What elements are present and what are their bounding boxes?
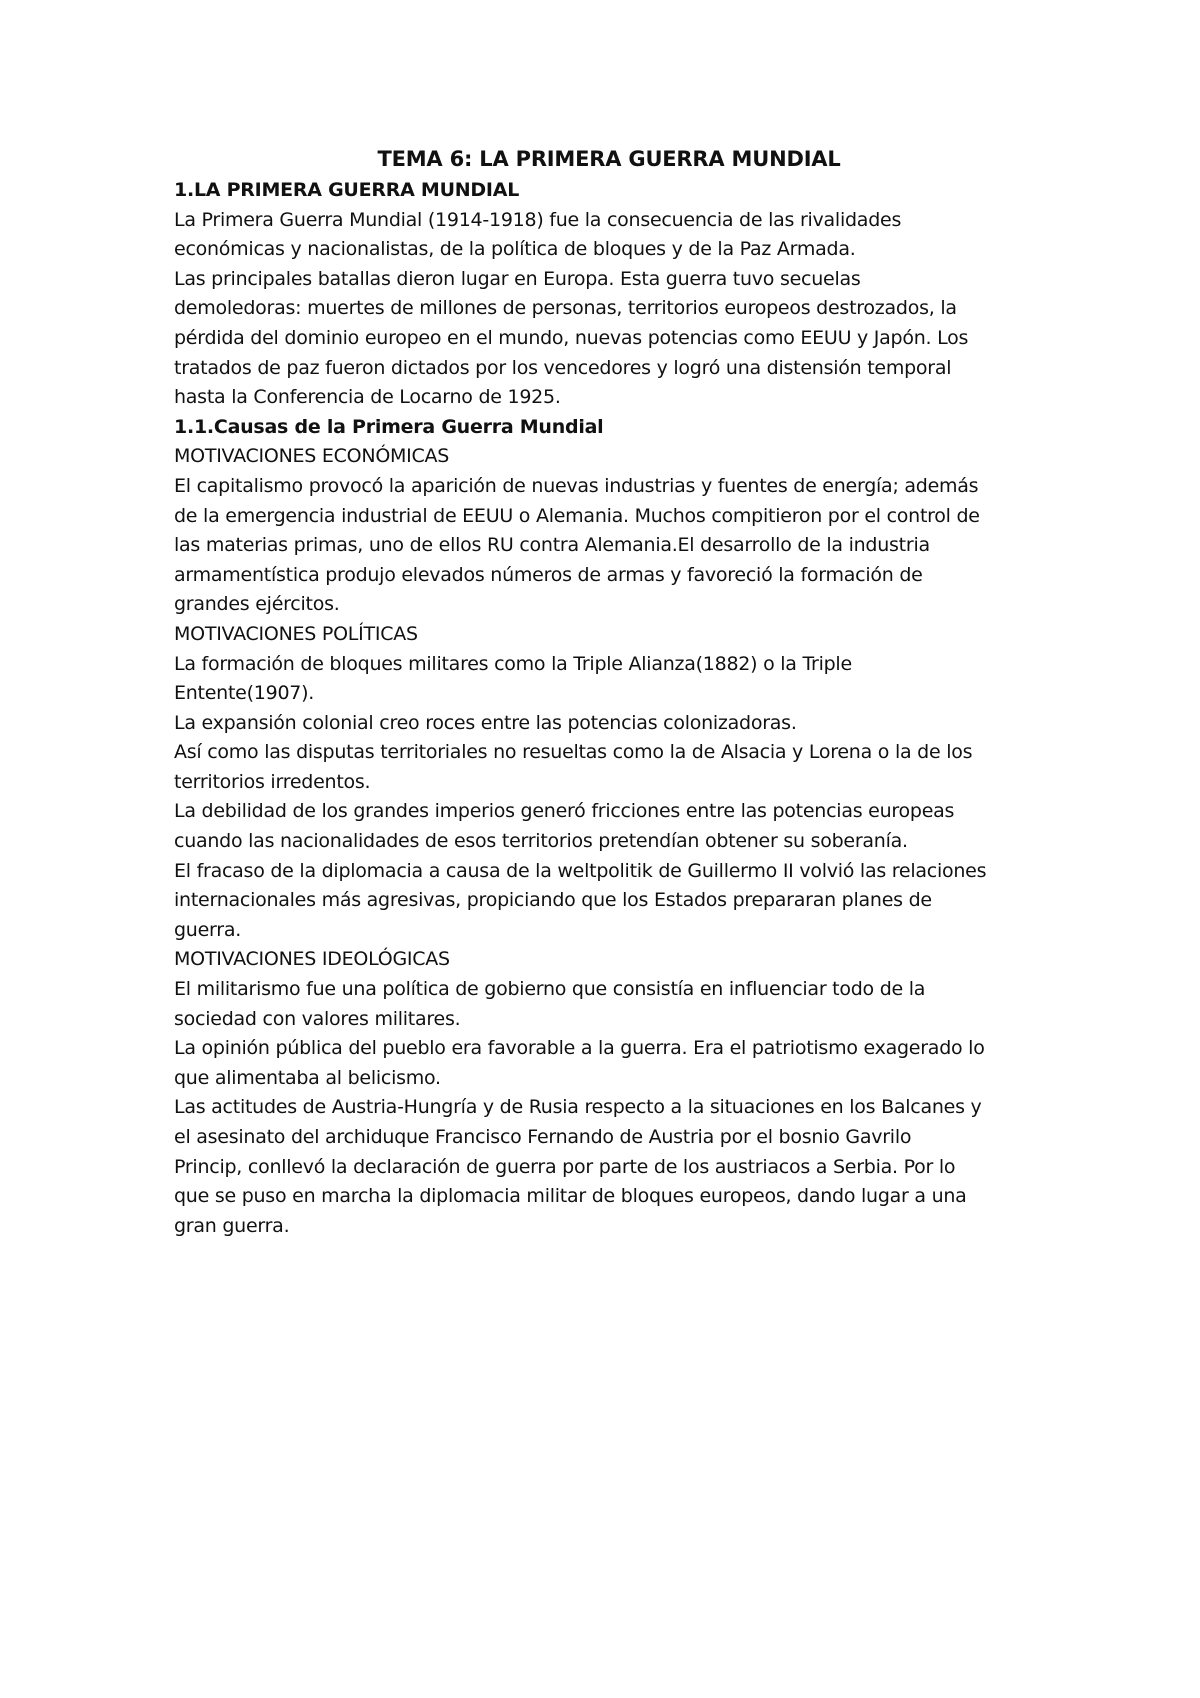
text-line: La expansión colonial creo roces entre las potencias colonizadoras. xyxy=(174,711,797,734)
text-line: que se puso en marcha la diplomacia militar de bloques europeos, dando lugar a una xyxy=(174,1185,967,1208)
text-line: de la emergencia industrial de EEUU o Alemania. Muchos compitieron por el control de xyxy=(174,504,980,527)
text-line: La debilidad de los grandes imperios generó fricciones entre las potencias europeas xyxy=(174,800,955,823)
text-line: Princip, conllevó la declaración de guerra por parte de los austriacos a Serbia. Por lo xyxy=(174,1155,956,1178)
text-line: tratados de paz fueron dictados por los vencedores y logró una distensión temporal xyxy=(174,356,952,379)
text-line: MOTIVACIONES IDEOLÓGICAS xyxy=(174,948,450,971)
text-line: grandes ejércitos. xyxy=(174,593,340,616)
text-line: que alimentaba al belicismo. xyxy=(174,1066,441,1089)
text-line: territorios irredentos. xyxy=(174,770,371,793)
text-line: Las actitudes de Austria-Hungría y de Rusia respecto a la situaciones en los Balcanes y xyxy=(174,1096,982,1119)
text-line: demoledoras: muertes de millones de personas, territorios europeos destrozados, la xyxy=(174,297,957,320)
section-heading: 1.LA PRIMERA GUERRA MUNDIAL xyxy=(174,179,520,201)
text-line: armamentística produjo elevados números de armas y favoreció la formación de xyxy=(174,563,923,586)
text-line: El capitalismo provocó la aparición de nuevas industrias y fuentes de energía; además xyxy=(174,474,979,497)
text-line: Las principales batallas dieron lugar en Europa. Esta guerra tuvo secuelas xyxy=(174,267,861,290)
text-line: El militarismo fue una política de gobierno que consistía en influenciar todo de la xyxy=(174,978,926,1001)
text-line: el asesinato del archiduque Francisco Fernando de Austria por el bosnio Gavrilo xyxy=(174,1126,912,1148)
text-line: pérdida del dominio europeo en el mundo, nuevas potencias como EEUU y Japón. Los xyxy=(174,326,969,349)
text-line: sociedad con valores militares. xyxy=(174,1007,461,1030)
text-line: internacionales más agresivas, propiciando que los Estados prepararan planes de xyxy=(174,889,932,912)
text-line: Así como las disputas territoriales no resueltas como la de Alsacia y Lorena o la de los xyxy=(174,741,973,764)
document-body xyxy=(174,176,1054,1241)
text-line: cuando las nacionalidades de esos territorios pretendían obtener su soberanía. xyxy=(174,830,908,853)
text-line: hasta la Conferencia de Locarno de 1925. xyxy=(174,386,561,409)
text-line: MOTIVACIONES ECONÓMICAS xyxy=(174,445,450,468)
text-line: gran guerra. xyxy=(174,1214,290,1237)
document-page xyxy=(174,143,1054,1241)
document-title: TEMA 6: LA PRIMERA GUERRA MUNDIAL xyxy=(377,147,841,171)
text-line: las materias primas, uno de ellos RU contra Alemania.El desarrollo de la industria xyxy=(174,534,930,557)
section-heading: 1.1.Causas de la Primera Guerra Mundial xyxy=(174,415,604,438)
text-line: La formación de bloques militares como la Triple Alianza(1882) o la Triple xyxy=(174,652,852,675)
text-line: económicas y nacionalistas, de la política de bloques y de la Paz Armada. xyxy=(174,238,856,261)
text-line: Entente(1907). xyxy=(174,682,315,705)
text-line: El fracaso de la diplomacia a causa de la weltpolitik de Guillermo II volvió las relaciones xyxy=(174,859,987,882)
text-line: MOTIVACIONES POLÍTICAS xyxy=(174,622,418,645)
text-line: guerra. xyxy=(174,918,242,941)
text-line: La opinión pública del pueblo era favorable a la guerra. Era el patriotismo exagerado lo xyxy=(174,1037,985,1060)
text-line: La Primera Guerra Mundial (1914-1918) fue la consecuencia de las rivalidades xyxy=(174,208,902,231)
